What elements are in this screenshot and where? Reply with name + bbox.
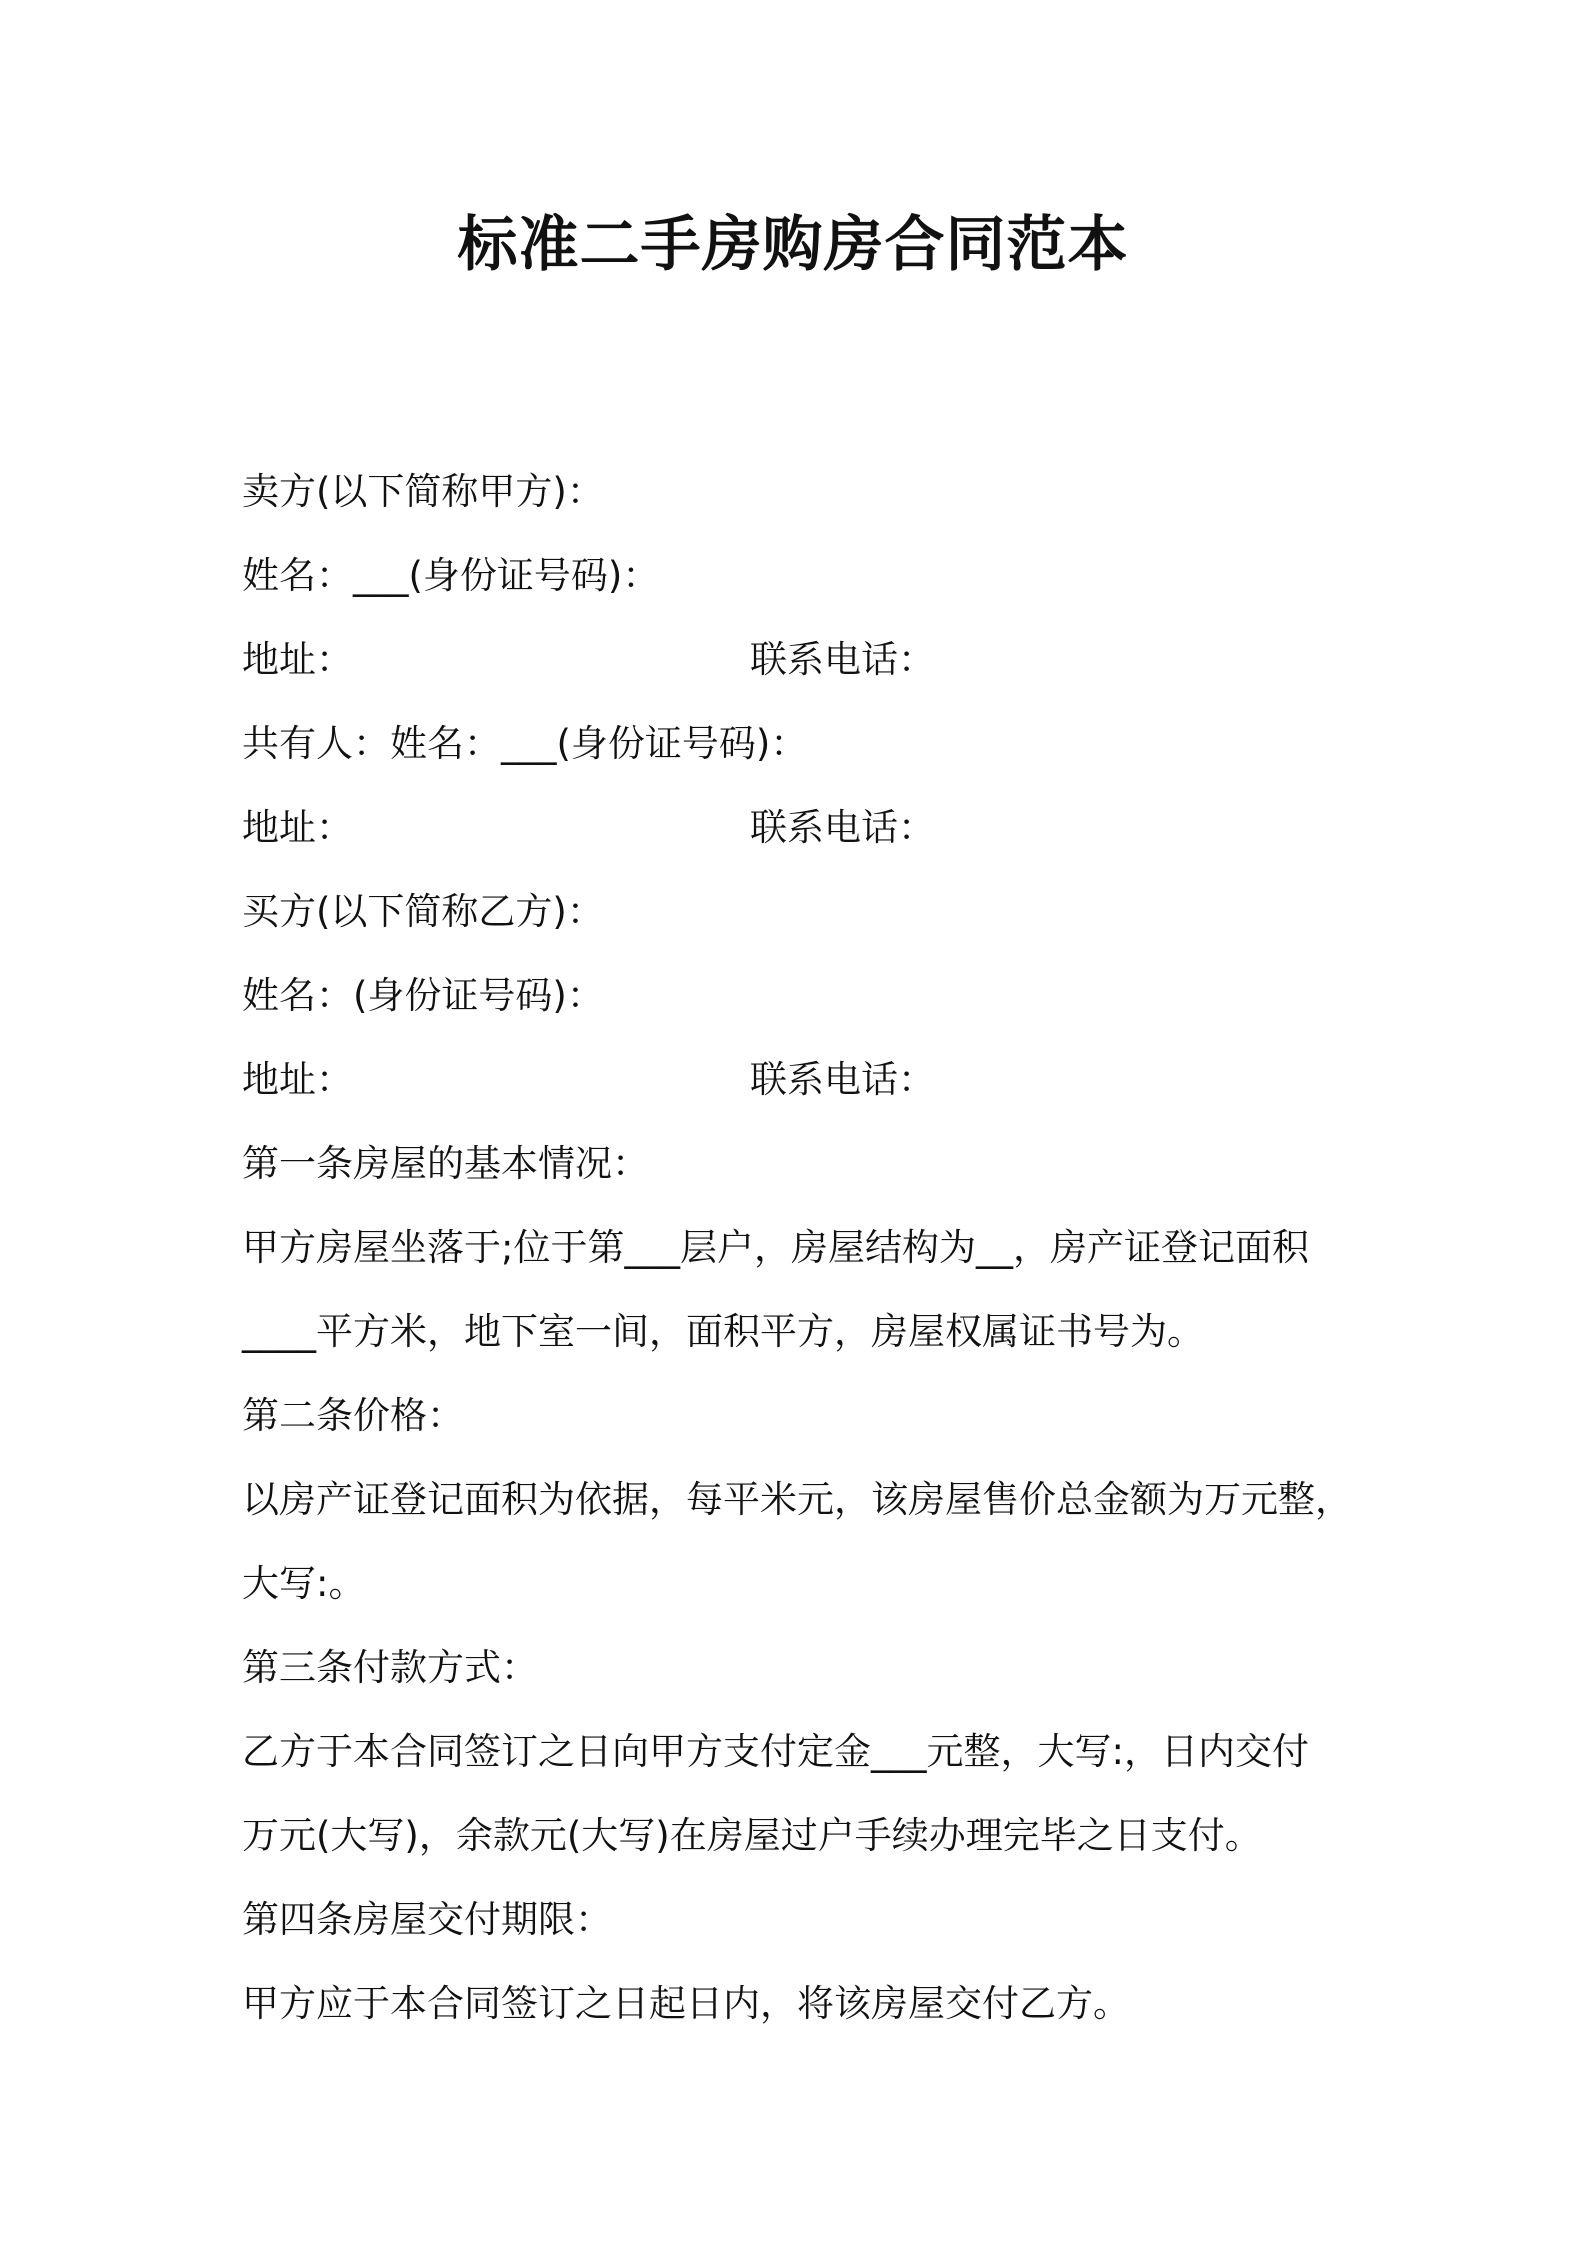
article-1-text-line-1: 甲方房屋坐落于;位于第___层户，房屋结构为__，房产证登记面积 [242,1226,1309,1269]
seller-address-line [242,618,1362,702]
buyer-name-line: 姓名：(身份证号码)： [242,974,604,1017]
seller-phone-label: 联系电话： [750,638,935,681]
article-4-text-line-1: 甲方应于本合同签订之日起日内，将该房屋交付乙方。 [242,1982,1130,2025]
buyer-address-label: 地址： [242,1058,353,1101]
buyer-address-line [242,1038,1362,1122]
article-2-text-line-1: 以房产证登记面积为依据，每平米元，该房屋售价总金额为万元整， [242,1478,1352,1521]
buyer-heading: 买方(以下简称乙方)： [242,890,604,933]
article-4-heading: 第四条房屋交付期限： [242,1898,612,1941]
co-owner-address-label: 地址： [242,806,353,849]
document-title: 标准二手房购房合同范本 [457,210,1129,280]
article-2-text-line-2: 大写:。 [242,1562,366,1605]
article-3-text-line-1: 乙方于本合同签订之日向甲方支付定金___元整，大写:，日内交付 [242,1730,1309,1773]
co-owner-address-line [242,786,1362,870]
seller-address-label: 地址： [242,638,353,681]
seller-name-line: 姓名：___(身份证号码)： [242,554,660,597]
buyer-phone-label: 联系电话： [750,1058,935,1101]
co-owner-phone-label: 联系电话： [750,806,935,849]
article-2-heading: 第二条价格： [242,1394,464,1437]
article-1-heading: 第一条房屋的基本情况： [242,1142,649,1185]
co-owner-name-line: 共有人：姓名：___(身份证号码)： [242,722,808,765]
article-3-text-line-2: 万元(大写)，余款元(大写)在房屋过户手续办理完毕之日支付。 [242,1814,1262,1857]
seller-heading: 卖方(以下简称甲方)： [242,470,604,513]
article-1-text-line-2: ____平方米，地下室一间，面积平方，房屋权属证书号为。 [242,1310,1204,1353]
article-3-heading: 第三条付款方式： [242,1646,538,1689]
document-body [242,450,1362,2046]
